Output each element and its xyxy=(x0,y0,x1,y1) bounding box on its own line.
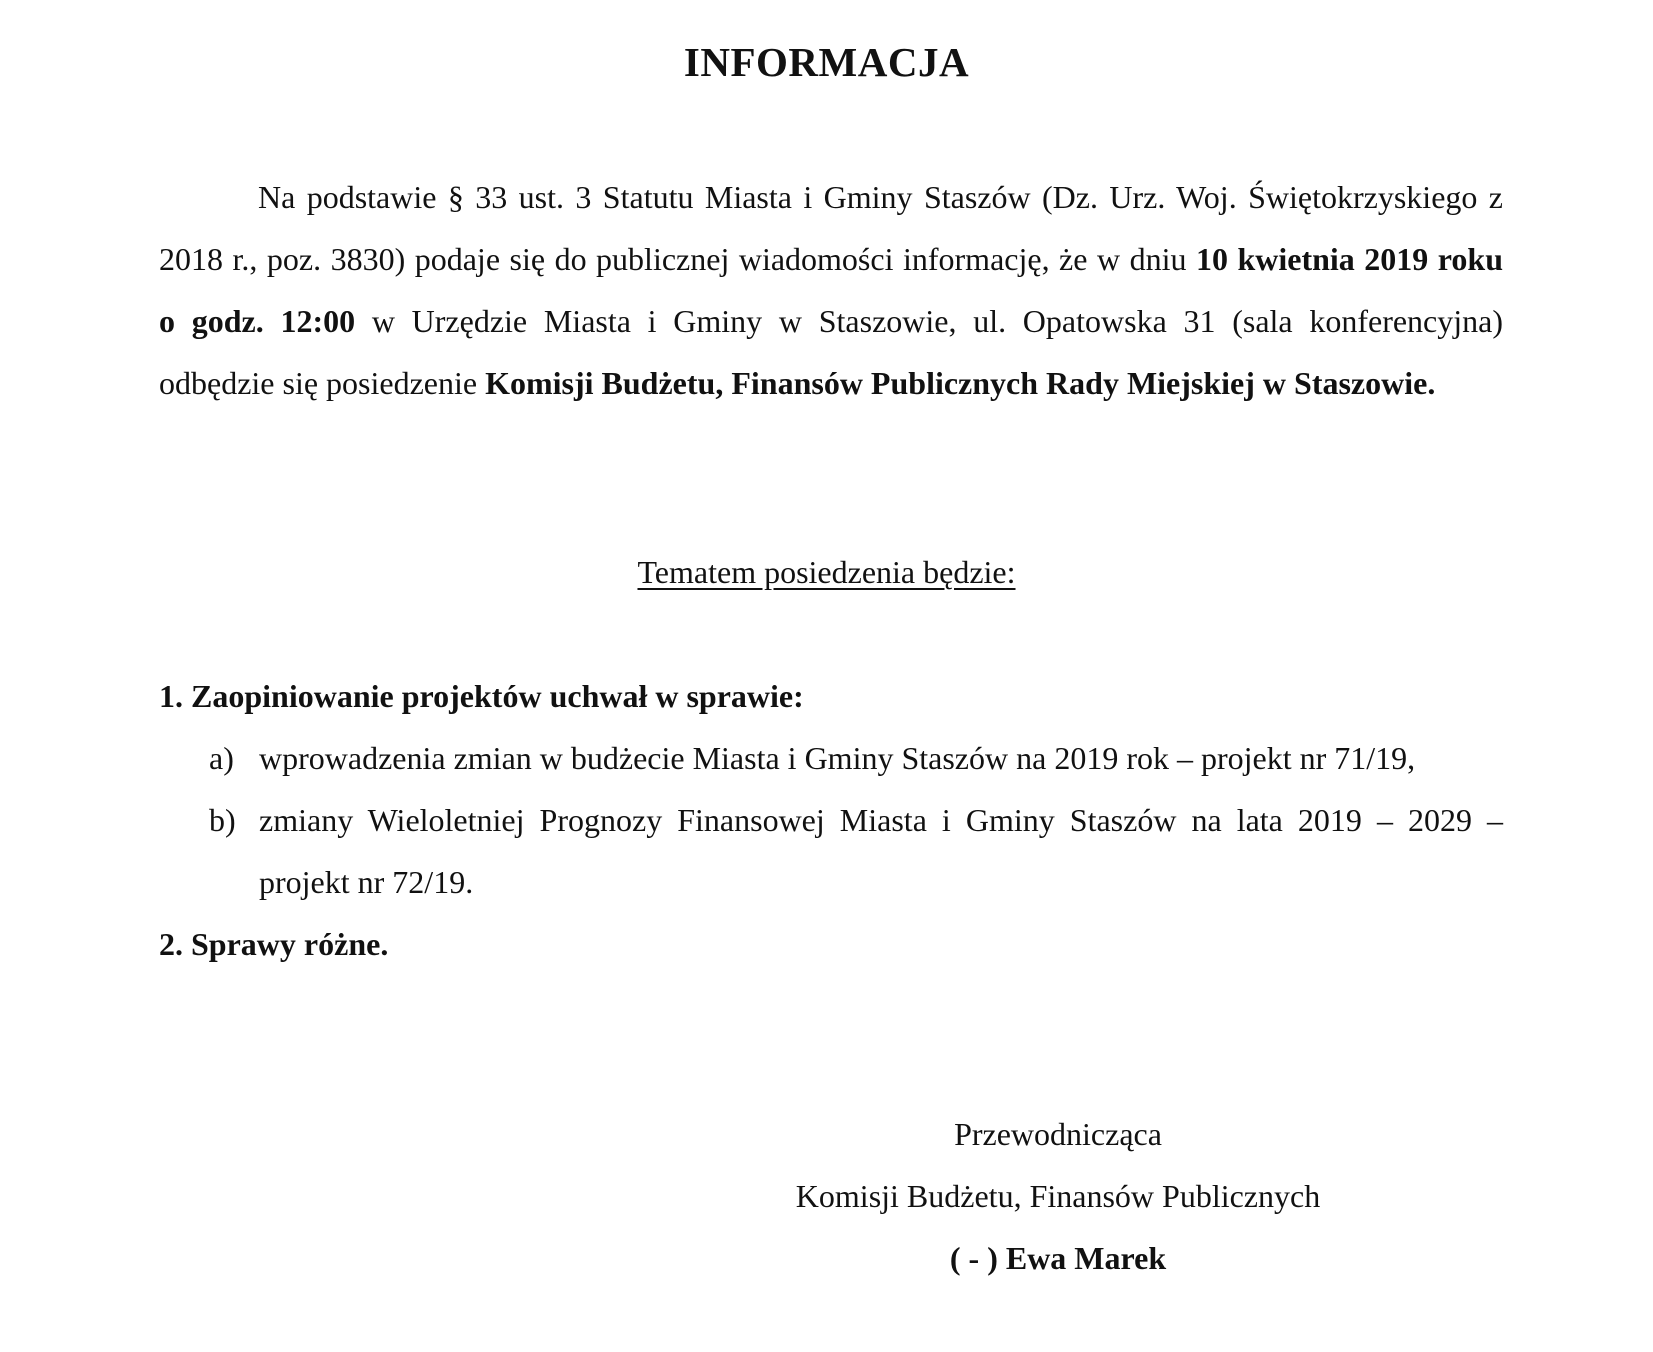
signature-committee: Komisji Budżetu, Finansów Publicznych xyxy=(795,1178,1321,1214)
sub-item-marker: a) xyxy=(209,740,234,776)
sub-item-text: wprowadzenia zmian w budżecie Miasta i Gminy Staszów na 2019 rok – projekt nr 71/19, xyxy=(259,740,1416,776)
intro-text-part-1: Na podstawie § 33 ust. 3 Statutu Miasta i Gminy Staszów (Dz. Urz. Woj. Świętokrzyskiego z 2018 r., poz. 3830) podaje się do publicznej wiadomości informację, że w dniu xyxy=(159,179,1503,277)
agenda-sub-item-b xyxy=(159,789,1503,913)
subject-heading xyxy=(0,546,1653,598)
agenda-item-1: 1. Zaopiniowanie projektów uchwał w sprawie: xyxy=(159,678,804,714)
committee-name: Komisji Budżetu, Finansów Publicznych Rady Miejskiej w Staszowie. xyxy=(485,365,1436,401)
agenda-list xyxy=(159,665,1503,975)
document-title: INFORMACJA xyxy=(683,39,970,85)
agenda-sub-list xyxy=(159,727,1503,913)
agenda-item-2: 2. Sprawy różne. xyxy=(159,926,389,962)
meeting-date-time: 10 kwietnia 2019 roku o godz. 12:00 xyxy=(159,241,1504,339)
sub-item-text: zmiany Wieloletniej Prognozy Finansowej Miasta i Gminy Staszów na lata 2019 – 2029 – projekt nr 72/19. xyxy=(259,802,1503,900)
intro-paragraph xyxy=(159,166,1503,414)
signature-role: Przewodnicząca xyxy=(954,1116,1162,1152)
intro-text-part-2: w Urzędzie Miasta i Gminy w Staszowie, ul. Opatowska 31 (sala konferencyjna) odbędzie się posiedzenie xyxy=(159,303,1504,401)
agenda-sub-item-a xyxy=(159,727,1503,789)
sub-item-marker: b) xyxy=(209,802,236,838)
subject-heading-text: Tematem posiedzenia będzie: xyxy=(637,554,1016,590)
signature-block xyxy=(758,1103,1358,1289)
signature-name: ( - ) Ewa Marek xyxy=(949,1240,1167,1276)
